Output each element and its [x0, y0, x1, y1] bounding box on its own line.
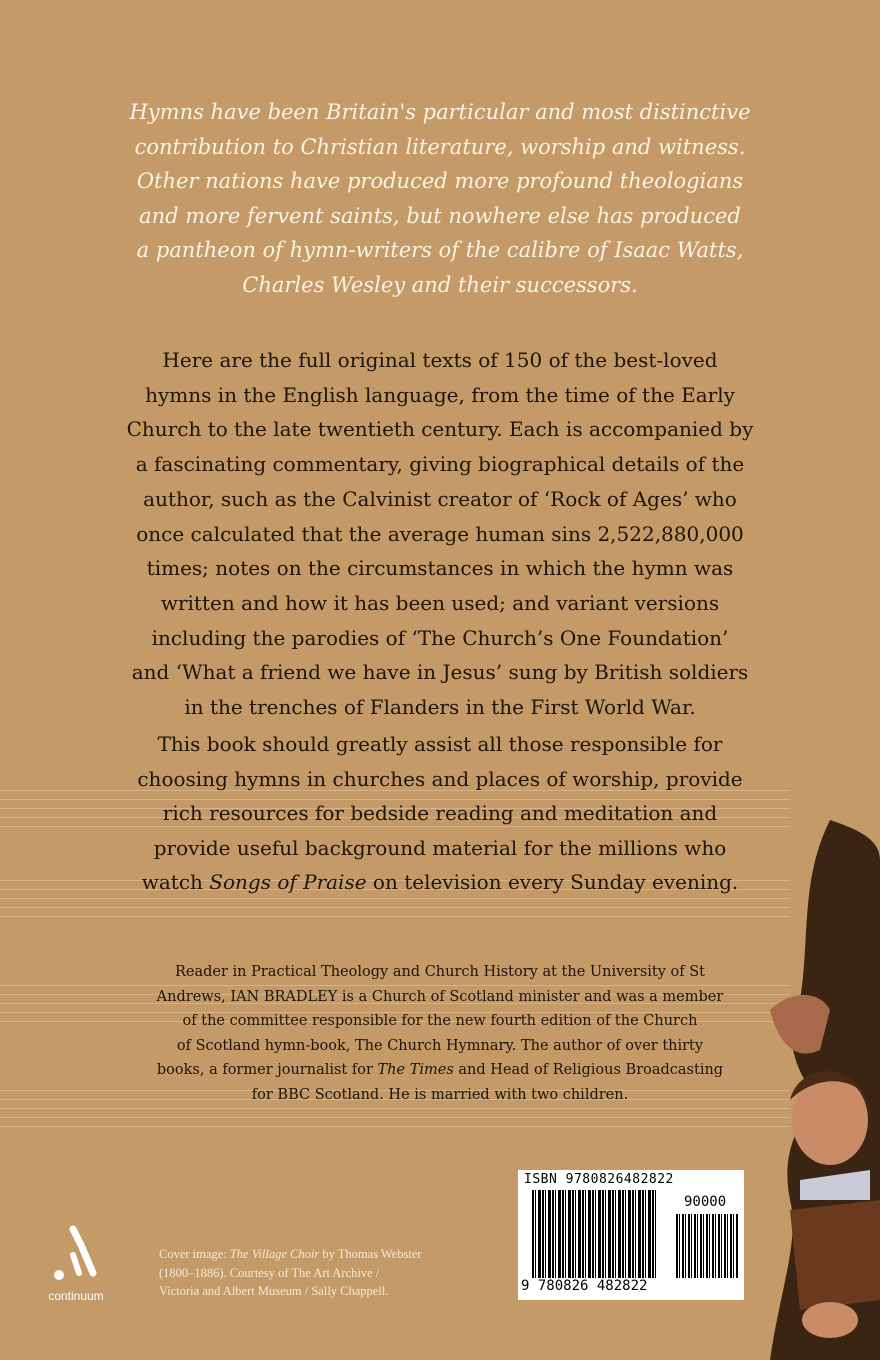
text: by Thomas Webster	[319, 1247, 422, 1261]
text-line	[0, 865, 880, 900]
newspaper-title: The Times	[377, 1062, 454, 1078]
continuum-logo-icon	[51, 1225, 101, 1285]
text-line: author, such as the Calvinist creator of ‘Rock of Ages’ who	[143, 486, 737, 511]
barcode-bars	[532, 1190, 657, 1278]
text-line: for BBC Scotland. He is married with two children.	[251, 1086, 629, 1103]
text-line	[0, 1058, 880, 1083]
text: on television every Sunday evening.	[366, 870, 739, 894]
publisher-name: continuum	[48, 1289, 104, 1303]
intro-quote	[0, 95, 880, 302]
text-line: hymns in the English language, from the time of the Early	[145, 382, 735, 407]
text-line: provide useful background material for the millions who	[153, 835, 727, 860]
barcode-digits: 9 780826 482822	[521, 1278, 648, 1294]
text-line: times; notes on the circumstances in which the hymn was	[146, 556, 734, 581]
isbn-barcode	[518, 1170, 744, 1300]
text-line: written and how it has been used; and variant versions	[160, 590, 720, 615]
text-line: once calculated that the average human sins 2,522,880,000	[136, 521, 744, 546]
addon-barcode-bars	[676, 1214, 738, 1278]
text-line: of the committee responsible for the new fourth edition of the Church	[182, 1013, 698, 1029]
text-line: Church to the late twentieth century. Each is accompanied by	[126, 417, 754, 442]
text-line: Other nations have produced more profound theologians	[136, 169, 744, 193]
text-line: rich resources for bedside reading and meditation and	[162, 801, 718, 825]
text-line: choosing hymns in churches and places of worship, provide	[137, 766, 743, 791]
text-line: Victoria and Albert Museum / Sally Chappell.	[159, 1284, 389, 1298]
text-line: and ‘What a friend we have in Jesus’ sung by British soldiers	[131, 660, 749, 685]
publisher-logo	[36, 1225, 116, 1303]
text: books, a former journalist for	[156, 1062, 378, 1078]
description-paragraph	[0, 343, 880, 725]
text-line: of Scotland hymn-book, The Church Hymnary. The author of over thirty	[176, 1037, 704, 1054]
cover-image-credit	[159, 1245, 422, 1301]
text-line: in the trenches of Flanders in the First World War.	[184, 695, 696, 720]
author-bio	[0, 960, 880, 1107]
text-line: and more fervent saints, but nowhere else has produced	[139, 203, 741, 228]
text-line: Reader in Practical Theology and Church History at the University of St	[174, 964, 705, 980]
programme-title: Songs of Praise	[209, 870, 367, 894]
purpose-paragraph	[0, 727, 880, 900]
text: Cover image:	[159, 1247, 230, 1261]
text-line: contribution to Christian literature, worship and witness.	[134, 134, 746, 159]
text-line: including the parodies of ‘The Church’s One Foundation’	[151, 625, 729, 650]
text-line: This book should greatly assist all those responsible for	[157, 732, 723, 756]
price-addon-code: 90000	[684, 1194, 727, 1210]
text-line: Hymns have been Britain's particular and most distinctive	[129, 100, 751, 124]
text-line: a pantheon of hymn-writers of the calibre of Isaac Watts,	[136, 238, 744, 262]
painting-title: The Village Choir	[229, 1247, 320, 1261]
text-line: Here are the full original texts of 150 of the best-loved	[162, 348, 718, 372]
text-line: (1800–1886). Courtesy of The Art Archive /	[159, 1265, 380, 1280]
isbn-label: ISBN 9780826482822	[524, 1172, 674, 1187]
text: and Head of Religious Broadcasting	[453, 1062, 724, 1078]
text-line: Andrews, IAN BRADLEY is a Church of Scotland minister and was a member	[156, 988, 724, 1005]
text-line: Charles Wesley and their successors.	[242, 272, 638, 297]
text: watch	[141, 870, 210, 894]
text-line: a fascinating commentary, giving biographical details of the	[135, 452, 745, 477]
